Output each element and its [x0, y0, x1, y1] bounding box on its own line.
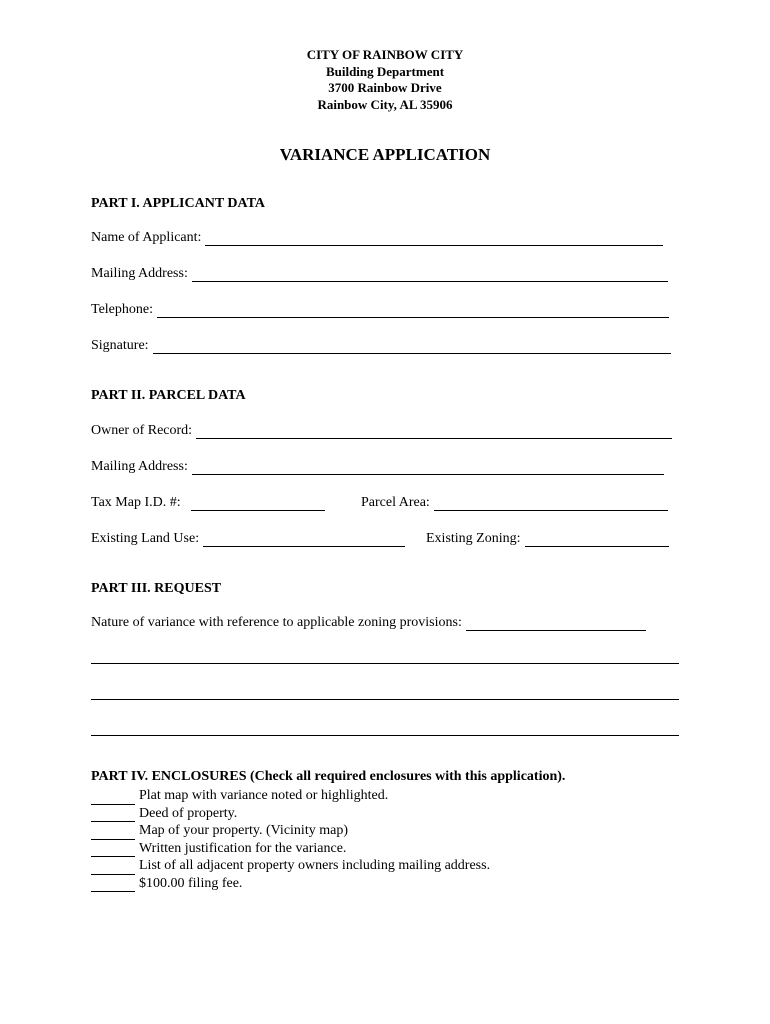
letterhead-city-state-zip: Rainbow City, AL 35906	[317, 96, 453, 112]
signature-field[interactable]	[91, 338, 671, 354]
telephone-line[interactable]	[157, 304, 669, 318]
variance-continuation-line-3[interactable]	[91, 735, 679, 736]
parcel-mailing-line[interactable]	[192, 461, 664, 475]
tax-map-label: Tax Map I.D. #:	[91, 495, 181, 510]
enclosures-list	[91, 787, 490, 892]
letterhead-department: Building Department	[325, 63, 445, 79]
telephone-label: Telephone:	[91, 302, 153, 317]
enclosure-label: Map of your property. (Vicinity map)	[139, 823, 348, 838]
part4-heading: PART IV. ENCLOSURES (Check all required enclosures with this application).	[91, 769, 566, 784]
part3-heading: PART III. REQUEST	[91, 581, 222, 596]
letterhead-street: 3700 Rainbow Drive	[328, 80, 442, 95]
form-title: VARIANCE APPLICATION	[279, 145, 491, 164]
owner-of-record-label: Owner of Record:	[91, 423, 193, 438]
parcel-area-line[interactable]	[434, 497, 668, 511]
letterhead	[0, 47, 770, 113]
enclosure-label: $100.00 filing fee.	[139, 875, 243, 891]
applicant-name-field[interactable]	[91, 230, 663, 246]
applicant-mailing-line[interactable]	[192, 268, 668, 282]
parcel-mailing-field[interactable]	[91, 459, 664, 475]
existing-land-use-label: Existing Land Use:	[91, 531, 200, 546]
enclosure-check-blank[interactable]	[91, 792, 135, 805]
applicant-name-label: Name of Applicant:	[91, 230, 202, 245]
signature-label: Signature:	[91, 338, 149, 353]
letterhead-city: CITY OF RAINBOW CITY	[306, 47, 464, 62]
enclosure-check-blank[interactable]	[91, 879, 135, 892]
enclosure-label: Plat map with variance noted or highlighted.	[139, 788, 389, 803]
enclosure-item[interactable]	[91, 857, 490, 875]
existing-zoning-label: Existing Zoning:	[426, 531, 521, 546]
owner-of-record-field[interactable]	[91, 423, 672, 439]
enclosure-label: Deed of property.	[139, 805, 238, 821]
parcel-area-field[interactable]	[361, 495, 668, 511]
existing-land-use-line[interactable]	[203, 533, 405, 547]
variance-nature-label: Nature of variance with reference to applicable zoning provisions:	[91, 615, 462, 630]
tax-map-field[interactable]	[91, 495, 325, 511]
enclosure-check-blank[interactable]	[91, 862, 135, 875]
applicant-mailing-field[interactable]	[91, 266, 668, 282]
variance-nature-line[interactable]	[466, 617, 646, 631]
enclosure-item[interactable]	[91, 822, 490, 840]
existing-zoning-line[interactable]	[525, 533, 669, 547]
parcel-area-label: Parcel Area:	[361, 495, 430, 510]
parcel-mailing-label: Mailing Address:	[91, 459, 188, 474]
owner-of-record-line[interactable]	[196, 425, 672, 439]
enclosure-check-blank[interactable]	[91, 827, 135, 840]
enclosure-item[interactable]	[91, 787, 490, 805]
enclosure-item[interactable]	[91, 805, 490, 823]
part2-heading: PART II. PARCEL DATA	[91, 388, 246, 403]
enclosure-item[interactable]	[91, 875, 490, 893]
enclosure-label: List of all adjacent property owners including mailing address.	[139, 858, 491, 873]
variance-nature-field[interactable]	[91, 615, 646, 631]
tax-map-line[interactable]	[191, 497, 325, 511]
enclosure-label: Written justification for the variance.	[139, 840, 347, 856]
existing-zoning-field[interactable]	[426, 531, 669, 547]
signature-line[interactable]	[153, 340, 671, 354]
enclosure-item[interactable]	[91, 840, 490, 858]
part1-heading: PART I. APPLICANT DATA	[91, 196, 266, 211]
telephone-field[interactable]	[91, 302, 669, 318]
variance-continuation-line-1[interactable]	[91, 663, 679, 664]
variance-continuation-line-2[interactable]	[91, 699, 679, 700]
enclosure-check-blank[interactable]	[91, 844, 135, 857]
applicant-mailing-label: Mailing Address:	[91, 266, 188, 281]
applicant-name-line[interactable]	[205, 232, 663, 246]
enclosure-check-blank[interactable]	[91, 809, 135, 822]
existing-land-use-field[interactable]	[91, 531, 405, 547]
